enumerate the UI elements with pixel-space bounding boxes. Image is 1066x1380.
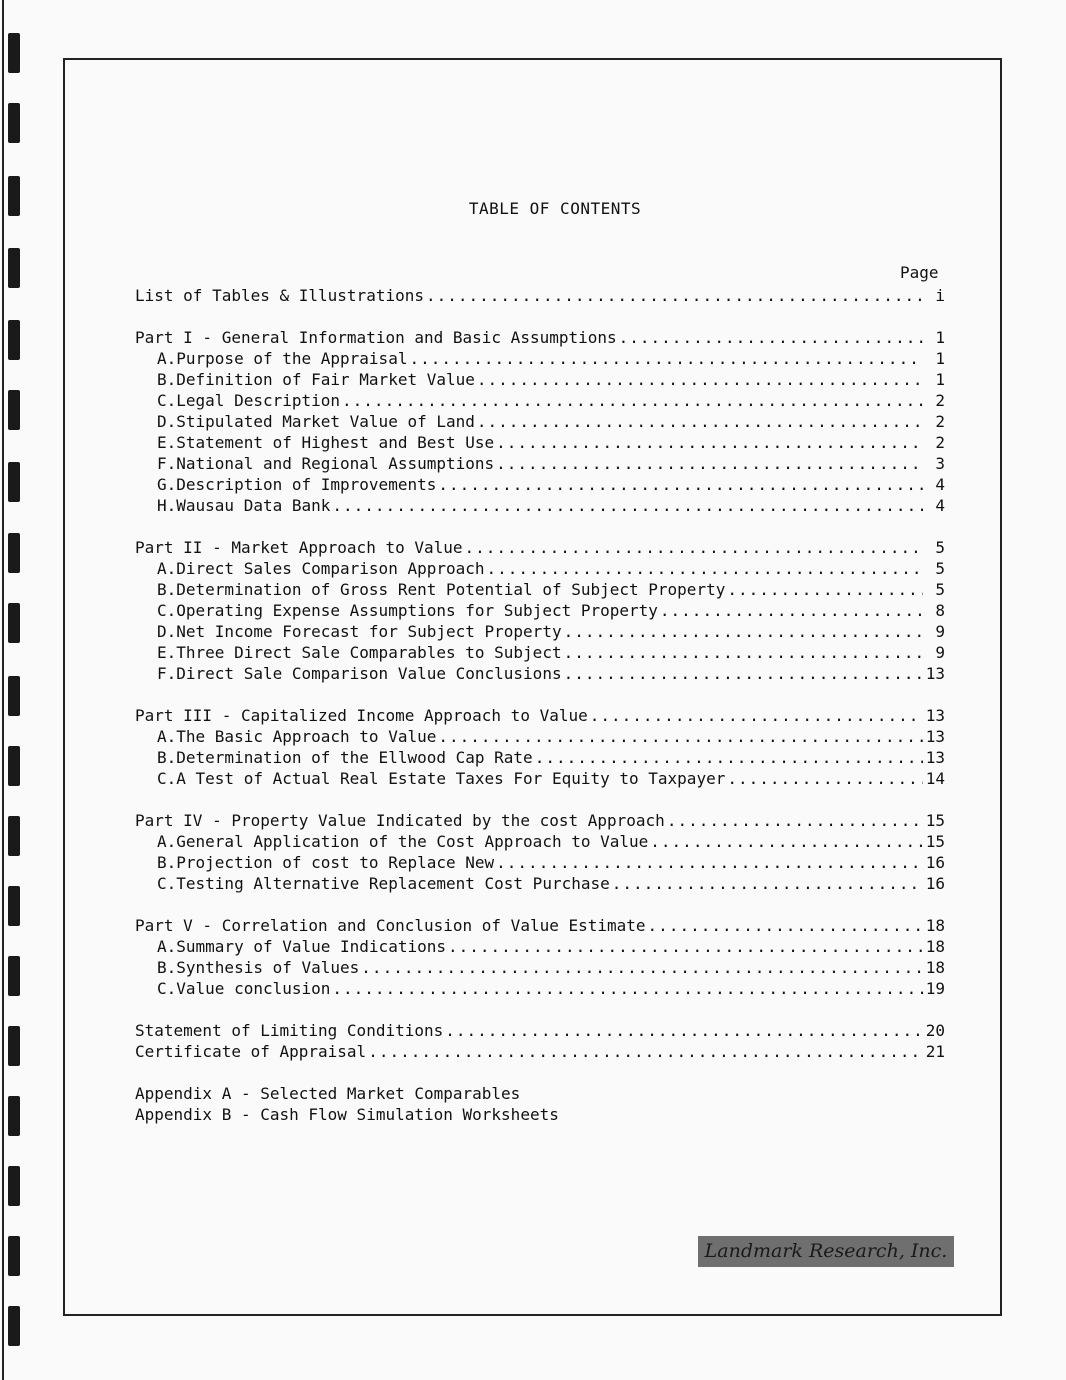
toc-item[interactable]: [135, 831, 945, 852]
toc-page-number: 8: [935, 601, 945, 620]
leader-dots: [590, 705, 923, 726]
toc-entry-certificate[interactable]: [135, 1041, 945, 1062]
toc-item-letter: C.: [157, 979, 177, 998]
toc-item[interactable]: [135, 726, 945, 747]
binding-hole: [8, 1096, 20, 1136]
toc-item-letter: A.: [157, 937, 177, 956]
toc-item-label: National and Regional Assumptions: [176, 454, 495, 473]
toc-item-label: Purpose of the Appraisal: [176, 349, 408, 368]
toc-item[interactable]: [135, 579, 945, 600]
binding-hole: [8, 746, 20, 786]
leader-dots: [648, 915, 923, 936]
toc-item[interactable]: [135, 369, 945, 390]
leader-dots: [368, 1041, 923, 1062]
toc-item-label: Description of Improvements: [176, 475, 437, 494]
toc-item[interactable]: [135, 642, 945, 663]
toc-item-letter: A.: [157, 559, 177, 578]
toc-item-label: Operating Expense Assumptions for Subject Property: [176, 601, 658, 620]
toc-page-number: 2: [935, 412, 945, 431]
toc-item[interactable]: [135, 411, 945, 432]
toc-item-letter: C.: [157, 391, 177, 410]
binding-hole: [8, 103, 20, 143]
toc-item-label: The Basic Approach to Value: [176, 727, 437, 746]
toc-item-label: Determination of Gross Rent Potential of Subject Property: [176, 580, 726, 599]
toc-item-letter: G.: [157, 475, 177, 494]
toc-item[interactable]: [135, 495, 945, 516]
toc-page-number: 15: [925, 832, 945, 851]
toc-item[interactable]: [135, 852, 945, 873]
binding-hole: [8, 390, 20, 430]
leader-dots: [496, 432, 923, 453]
toc-page-number: 14: [925, 769, 945, 788]
binding-hole: [8, 248, 20, 288]
toc-page-number: 13: [925, 706, 945, 725]
leader-dots: [438, 474, 923, 495]
leader-dots: [332, 978, 923, 999]
binding-hole: [8, 533, 20, 573]
leader-dots: [332, 495, 923, 516]
leader-dots: [619, 327, 923, 348]
toc-item[interactable]: [135, 348, 945, 369]
binding-hole: [8, 1236, 20, 1276]
toc-entry-label: Certificate of Appraisal: [135, 1042, 367, 1061]
toc-item-label: A Test of Actual Real Estate Taxes For Equity to Taxpayer: [176, 769, 726, 788]
toc-page-number: 4: [935, 496, 945, 515]
toc-item-letter: E.: [157, 643, 177, 662]
toc-item-letter: B.: [157, 958, 177, 977]
toc-page-number: 13: [925, 664, 945, 683]
toc-page-number: 5: [935, 580, 945, 599]
toc-item-letter: A.: [157, 349, 177, 368]
toc-page-number: 15: [925, 811, 945, 830]
toc-item-label: Synthesis of Values: [176, 958, 360, 977]
leader-dots: [667, 810, 923, 831]
appendix-a: Appendix A - Selected Market Comparables: [135, 1084, 521, 1103]
table-of-contents: [135, 285, 945, 1125]
toc-item-label: Definition of Fair Market Value: [176, 370, 475, 389]
leader-dots: [361, 957, 923, 978]
toc-item-label: Net Income Forecast for Subject Property: [176, 622, 562, 641]
toc-part-1[interactable]: [135, 327, 945, 348]
toc-entry-label: List of Tables & Illustrations: [135, 286, 424, 305]
toc-item-label: Determination of the Ellwood Cap Rate: [176, 748, 533, 767]
binding-hole: [8, 603, 20, 643]
toc-page-number: 18: [925, 916, 945, 935]
toc-page-number: 2: [935, 433, 945, 452]
toc-page-number: 9: [935, 643, 945, 662]
toc-item-letter: A.: [157, 727, 177, 746]
leader-dots: [496, 852, 923, 873]
toc-item[interactable]: [135, 978, 945, 999]
toc-part-3[interactable]: [135, 705, 945, 726]
toc-page-number: 13: [925, 727, 945, 746]
toc-item-label: Legal Description: [176, 391, 341, 410]
toc-page-number: 16: [925, 853, 945, 872]
leader-dots: [426, 285, 923, 306]
toc-page-number: 9: [935, 622, 945, 641]
toc-page-number: 4: [935, 475, 945, 494]
toc-page-number: 5: [935, 559, 945, 578]
toc-item-label: Projection of cost to Replace New: [176, 853, 495, 872]
toc-item[interactable]: [135, 474, 945, 495]
toc-page-number: 1: [935, 328, 945, 347]
toc-part-label: Part V - Correlation and Conclusion of Value Estimate: [135, 916, 646, 935]
toc-entry-label: Statement of Limiting Conditions: [135, 1021, 444, 1040]
toc-item[interactable]: [135, 432, 945, 453]
leader-dots: [650, 831, 923, 852]
toc-entry-limiting-conditions[interactable]: [135, 1020, 945, 1041]
toc-page-number: 2: [935, 391, 945, 410]
toc-item-letter: B.: [157, 370, 177, 389]
toc-item[interactable]: [135, 390, 945, 411]
toc-page-number: i: [935, 286, 945, 305]
leader-dots: [445, 1020, 923, 1041]
toc-item-letter: H.: [157, 496, 177, 515]
leader-dots: [477, 369, 923, 390]
toc-part-label: Part III - Capitalized Income Approach to Value: [135, 706, 588, 725]
binding-hole: [8, 956, 20, 996]
leader-dots: [660, 600, 923, 621]
toc-item-label: Testing Alternative Replacement Cost Purchase: [176, 874, 610, 893]
leader-dots: [409, 348, 923, 369]
company-stamp: Landmark Research, Inc.: [698, 1236, 954, 1267]
binding-hole: [8, 1306, 20, 1346]
toc-item[interactable]: [135, 873, 945, 894]
binding-hole: [8, 886, 20, 926]
leader-dots: [564, 642, 923, 663]
toc-item-label: General Application of the Cost Approach to Value: [176, 832, 649, 851]
toc-part-4[interactable]: [135, 810, 945, 831]
toc-page-number: 5: [935, 538, 945, 557]
toc-page-number: 16: [925, 874, 945, 893]
leader-dots: [535, 747, 923, 768]
toc-item-letter: C.: [157, 601, 177, 620]
leader-dots: [487, 558, 923, 579]
toc-item-letter: D.: [157, 412, 177, 431]
toc-part-label: Part II - Market Approach to Value: [135, 538, 463, 557]
binding-hole: [8, 1166, 20, 1206]
leader-dots: [564, 621, 923, 642]
toc-part-label: Part I - General Information and Basic Assumptions: [135, 328, 617, 347]
page-column-header: Page: [900, 263, 939, 282]
toc-item[interactable]: [135, 558, 945, 579]
binding-hole: [8, 676, 20, 716]
toc-page-number: 18: [925, 958, 945, 977]
toc-page-number: 19: [925, 979, 945, 998]
toc-item[interactable]: [135, 621, 945, 642]
leader-dots: [496, 453, 923, 474]
leader-dots: [727, 768, 923, 789]
binding-hole: [8, 1026, 20, 1066]
leader-dots: [448, 936, 923, 957]
toc-part-label: Part IV - Property Value Indicated by the cost Approach: [135, 811, 665, 830]
leader-dots: [477, 411, 923, 432]
toc-item-letter: F.: [157, 454, 177, 473]
toc-item-letter: B.: [157, 748, 177, 767]
binding-hole: [8, 462, 20, 502]
toc-page-number: 18: [925, 937, 945, 956]
toc-item[interactable]: [135, 768, 945, 789]
toc-page-number: 20: [925, 1021, 945, 1040]
binding-hole: [8, 320, 20, 360]
toc-item-label: Statement of Highest and Best Use: [176, 433, 495, 452]
toc-item[interactable]: [135, 747, 945, 768]
toc-item-letter: B.: [157, 853, 177, 872]
toc-item[interactable]: [135, 600, 945, 621]
toc-item-letter: E.: [157, 433, 177, 452]
toc-item-letter: C.: [157, 769, 177, 788]
toc-item-label: Direct Sales Comparison Approach: [176, 559, 485, 578]
toc-page-number: 21: [925, 1042, 945, 1061]
toc-item-label: Summary of Value Indications: [176, 937, 446, 956]
toc-item-label: Value conclusion: [176, 979, 331, 998]
toc-item[interactable]: [135, 663, 945, 684]
toc-item[interactable]: [135, 957, 945, 978]
binding-hole: [8, 816, 20, 856]
toc-item-label: Stipulated Market Value of Land: [176, 412, 475, 431]
page-title: TABLE OF CONTENTS: [468, 199, 642, 218]
toc-item-letter: F.: [157, 664, 177, 683]
toc-part-2[interactable]: [135, 537, 945, 558]
leader-dots: [438, 726, 923, 747]
toc-page-number: 13: [925, 748, 945, 767]
toc-item[interactable]: [135, 936, 945, 957]
toc-entry-list-of-tables[interactable]: [135, 285, 945, 306]
toc-item-letter: C.: [157, 874, 177, 893]
toc-page-number: 1: [935, 349, 945, 368]
toc-page-number: 3: [935, 454, 945, 473]
binding-hole: [8, 33, 20, 73]
leader-dots: [465, 537, 923, 558]
leader-dots: [612, 873, 923, 894]
leader-dots: [564, 663, 923, 684]
toc-item-label: Direct Sale Comparison Value Conclusions: [176, 664, 562, 683]
toc-item[interactable]: [135, 453, 945, 474]
toc-item-label: Three Direct Sale Comparables to Subject: [176, 643, 562, 662]
appendix-b: Appendix B - Cash Flow Simulation Worksheets: [135, 1105, 559, 1124]
toc-item-letter: A.: [157, 832, 177, 851]
leader-dots: [727, 579, 923, 600]
toc-part-5[interactable]: [135, 915, 945, 936]
toc-item-letter: B.: [157, 580, 177, 599]
toc-page-number: 1: [935, 370, 945, 389]
leader-dots: [342, 390, 923, 411]
toc-item-letter: D.: [157, 622, 177, 641]
toc-item-label: Wausau Data Bank: [176, 496, 331, 515]
